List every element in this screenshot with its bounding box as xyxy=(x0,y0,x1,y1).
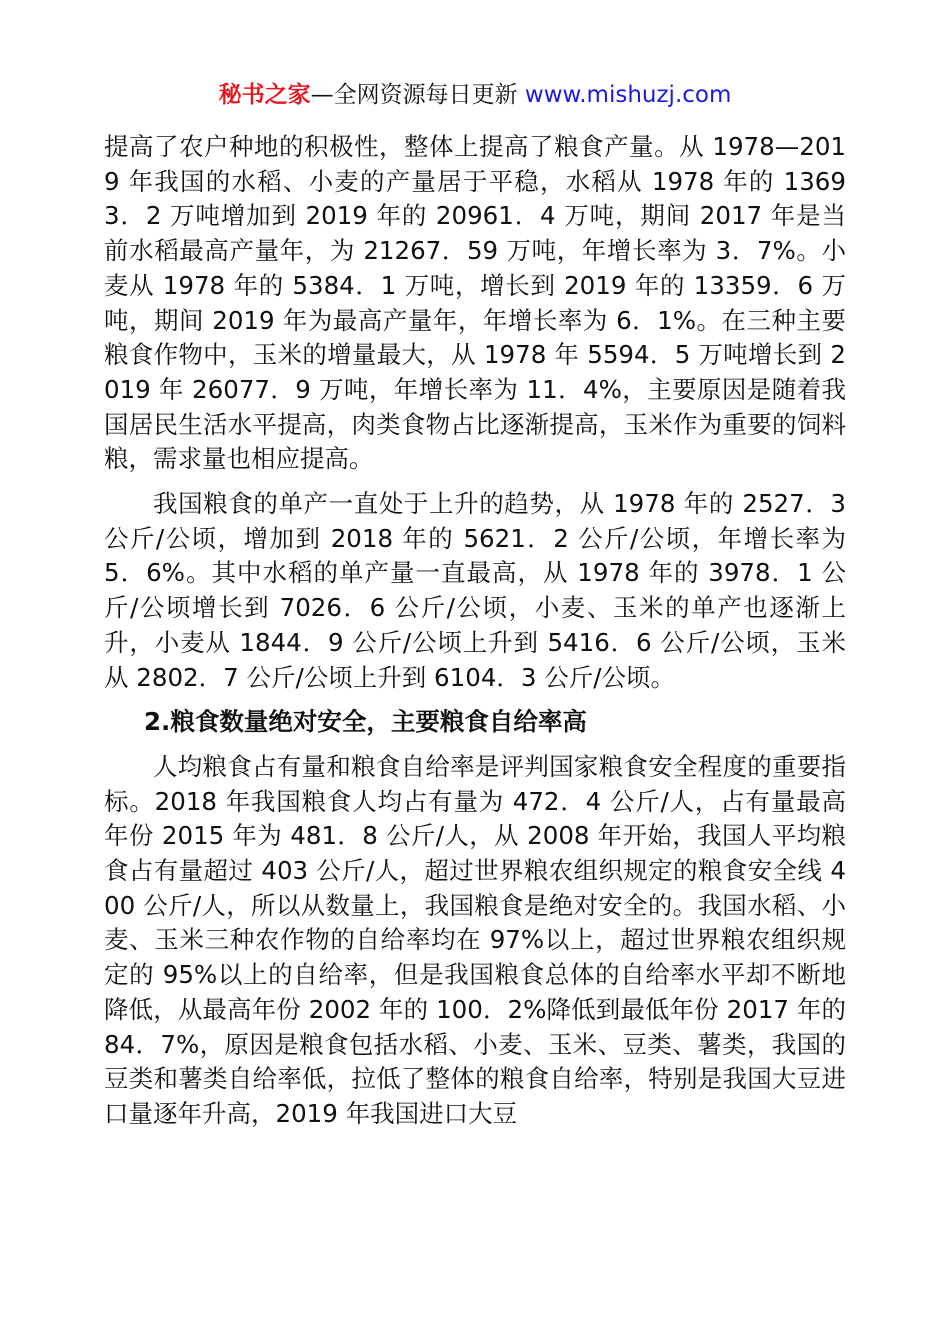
paragraph-self-sufficiency: 人均粮食占有量和粮食自给率是评判国家粮食安全程度的重要指标。2018 年我国粮食人均占有量为 472．4 公斤/人，占有量最高年份 2015 年为 481．8 公斤/人，从 2008 年开始，我国人平均粮食占有量超过 403 公斤/人，超过世界粮农组织规定的粮食安全线 400 公斤/人，所以从数量上，我国粮食是绝对安全的。我国水稻、小麦、玉米三种农作物的自给率均在 97%以上，超过世界粮农组织规定的 95%以上的自给率，但是我国粮食总体的自给率水平却不断地降低，从最高年份 2002 年的 100．2%降低到最低年份 2017 年的 84．7%，原因是粮食包括水稻、小麦、玉米、豆类、薯类，我国的豆类和薯类自给率低，拉低了整体的粮食自给率，特别是我国大豆进口量逐年升高，2019 年我国进口大豆 xyxy=(104,751,846,1128)
document-body xyxy=(104,130,846,1132)
header-tagline: —全网资源每日更新 xyxy=(310,82,518,108)
paragraph-yield: 我国粮食的单产一直处于上升的趋势，从 1978 年的 2527．3 公斤/公顷，增加到 2018 年的 5621．2 公斤/公顷，年增长率为 5．6%。其中水稻的单产量一直最高，从 1978 年的 3978．1 公斤/公顷增长到 7026．6 公斤/公顷，小麦、玉米的单产也逐渐上升，小麦从 1844．9 公斤/公顷上升到 5416．6 公斤/公顷，玉米从 2802．7 公斤/公顷上升到 6104．3 公斤/公顷。 xyxy=(104,489,846,692)
section-heading: 2.粮食数量绝对安全，主要粮食自给率高 xyxy=(144,707,587,737)
paragraph-production: 提高了农户种地的积极性，整体上提高了粮食产量。从 1978—2019 年我国的水稻、小麦的产量居于平稳，水稻从 1978 年的 13693．2 万吨增加到 2019 年的 20961．4 万吨，期间 2017 年是当前水稻最高产量年，为 21267．59 万吨，年增长率为 3．7%。小麦从 1978 年的 5384．1 万吨，增长到 2019 年的 13359．6 万吨，期间 2019 年为最高产量年，年增长率为 6．1%。在三种主要粮食作物中，玉米的增量最大，从 1978 年 5594．5 万吨增长到 2019 年 26077．9 万吨，年增长率为 11．4%，主要原因是随着我国居民生活水平提高，肉类食物占比逐渐提高，玉米作为重要的饲料粮，需求量也相应提高。 xyxy=(104,132,846,474)
page-header xyxy=(0,78,950,112)
site-url-link[interactable]: www.mishuzj.com xyxy=(524,82,732,108)
brand-name: 秘书之家 xyxy=(218,82,311,108)
